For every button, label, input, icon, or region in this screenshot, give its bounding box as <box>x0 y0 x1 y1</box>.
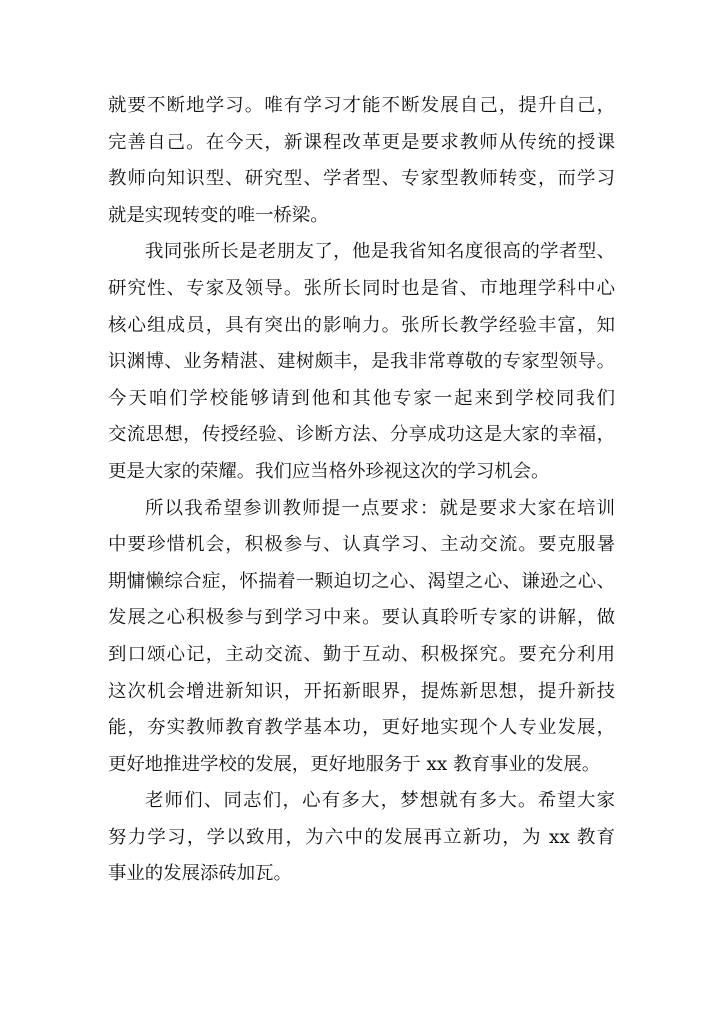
text-line: 就要不断地学习。唯有学习才能不断发展自己，提升自己， <box>108 95 615 116</box>
text-line: 交流思想，传授经验、诊断方法、分享成功这是大家的幸福， <box>108 424 615 446</box>
text-line: 核心组成员，具有突出的影响力。张所长教学经验丰富，知 <box>108 314 615 336</box>
text-line: 这次机会增进新知识，开拓新眼界，提炼新思想，提升新技 <box>108 680 615 702</box>
text-line: 所以我希望参训教师提一点要求：就是要求大家在培训 <box>145 497 615 519</box>
text-line: 老师们、同志们，心有多大，梦想就有多大。希望大家 <box>145 790 615 812</box>
text-line: 事业的发展添砖加瓦。 <box>108 863 292 885</box>
text-line: 完善自己。在今天，新课程改革更是要求教师从传统的授课 <box>108 131 615 153</box>
text-line: 今天咱们学校能够请到他和其他专家一起来到学校同我们 <box>108 387 615 409</box>
text-line: 研究性、专家及领导。张所长同时也是省、市地理学科中心 <box>108 277 615 299</box>
document-body <box>108 88 615 893</box>
text-line: 我同张所长是老朋友了，他是我省知名度很高的学者型、 <box>145 241 615 263</box>
text-line: 到口颂心记，主动交流、勤于互动、积极探究。要充分利用 <box>108 643 615 665</box>
text-line: 更好地推进学校的发展，更好地服务于 xx 教育事业的发展。 <box>108 753 601 775</box>
text-line: 期慵懒综合症，怀揣着一颗迫切之心、渴望之心、谦逊之心、 <box>108 570 615 592</box>
text-line: 中要珍惜机会，积极参与、认真学习、主动交流。要克服暑 <box>108 534 615 556</box>
text-line: 更是大家的荣耀。我们应当格外珍视这次的学习机会。 <box>108 460 550 482</box>
text-line: 努力学习，学以致用，为六中的发展再立新功，为 xx 教育 <box>108 826 615 848</box>
text-line: 发展之心积极参与到学习中来。要认真聆听专家的讲解，做 <box>108 607 615 629</box>
text-line: 能，夯实教师教育教学基本功，更好地实现个人专业发展， <box>108 717 615 739</box>
text-line: 就是实现转变的唯一桥梁。 <box>108 204 329 226</box>
text-line: 识渊博、业务精湛、建树颇丰，是我非常尊敬的专家型领导。 <box>108 351 615 373</box>
text-line: 教师向知识型、研究型、学者型、专家型教师转变，而学习 <box>108 168 615 190</box>
